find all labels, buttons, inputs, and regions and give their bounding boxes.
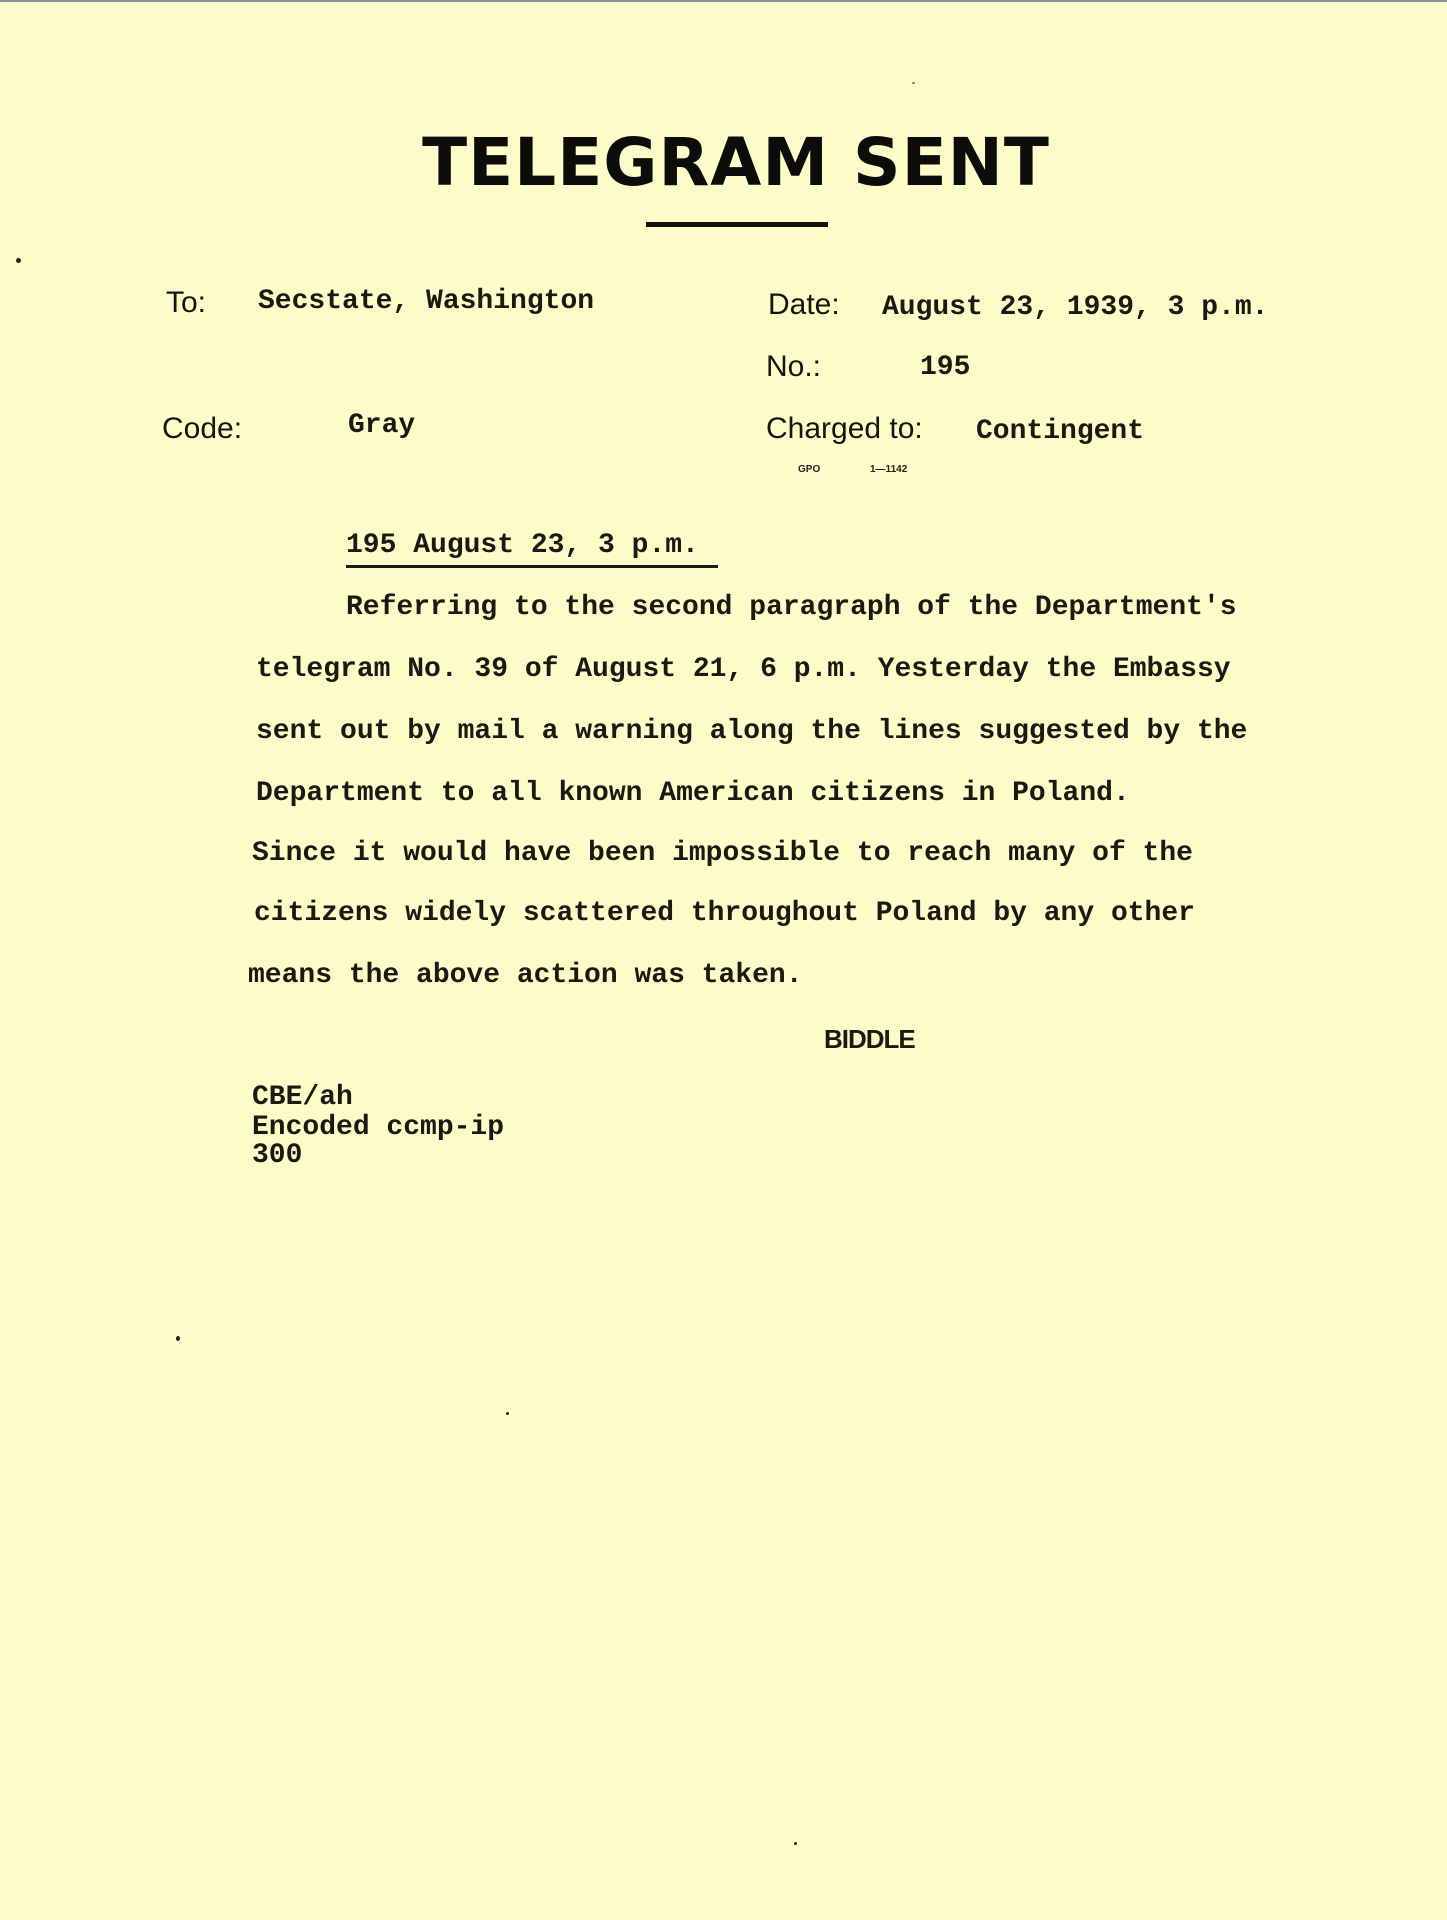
charged-to-value: Contingent [976,416,1145,447]
charged-to-label: Charged to: [766,412,923,445]
code-label: Code: [162,412,243,445]
telegram-reference: 195 August 23, 3 p.m. [346,530,699,561]
reference-underline [346,565,718,568]
title-underline [646,222,828,227]
date-value: August 23, 1939, 3 p.m. [882,292,1269,323]
page-top-border [0,0,1447,2]
paper-speck [16,258,21,263]
form-code-gpo: GPO [798,464,821,475]
number-value: 195 [920,352,971,383]
to-label: To: [166,286,207,319]
footer-number: 300 [252,1140,303,1171]
body-line-1: Referring to the second paragraph of the Department's [346,592,1237,623]
body-line-4: Department to all known American citizens in Poland. [256,778,1130,809]
paper-speck [794,1842,797,1845]
paper-speck [912,82,915,84]
body-line-3: sent out by mail a warning along the lines suggested by the [256,716,1248,747]
body-line-2: telegram No. 39 of August 21, 6 p.m. Yesterday the Embassy [256,654,1231,685]
body-line-6: citizens widely scattered throughout Poland by any other [254,898,1195,929]
paper-speck [506,1412,509,1415]
form-code-number: 1—1142 [870,464,908,475]
number-label: No.: [766,350,822,383]
paper-speck [176,1336,180,1341]
body-line-7: means the above action was taken. [248,960,803,991]
date-label: Date: [768,288,840,321]
document-title: TELEGRAM SENT [422,124,1050,201]
code-value: Gray [348,410,416,441]
signature: BIDDLE [824,1024,915,1054]
body-line-5: Since it would have been impossible to reach many of the [252,838,1193,869]
footer-initials: CBE/ah [252,1082,353,1113]
footer-encoded: Encoded ccmp-ip [252,1112,505,1143]
to-value: Secstate, Washington [258,286,595,317]
